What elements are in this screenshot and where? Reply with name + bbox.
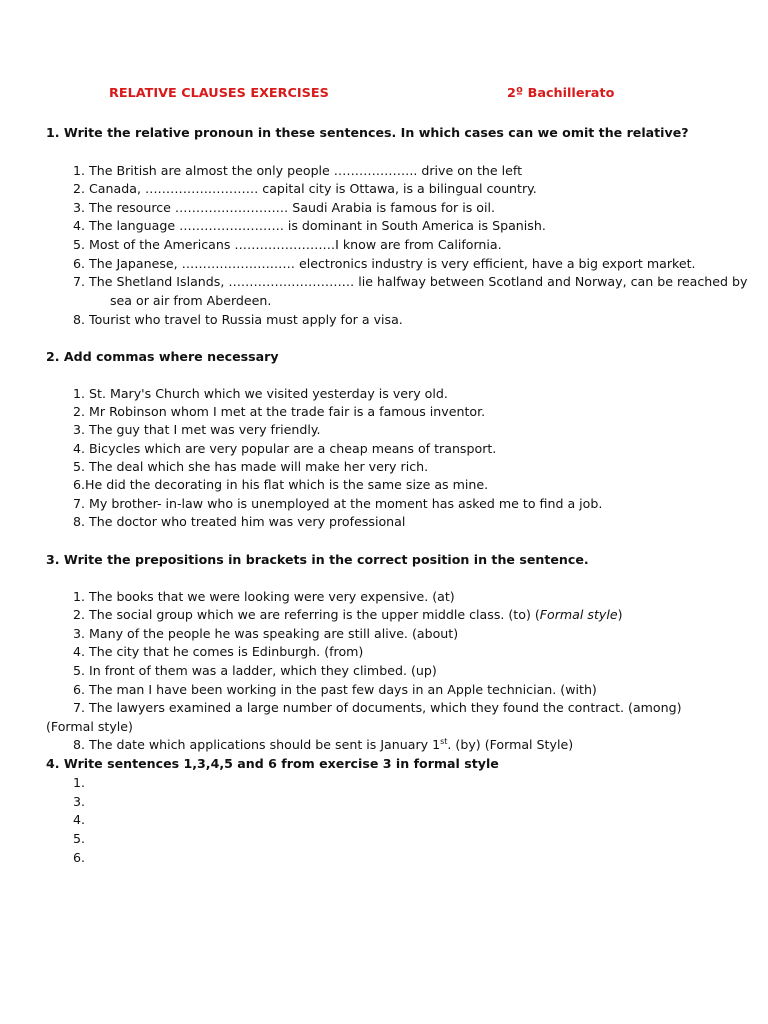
s3-item-2-close: ) <box>617 607 623 622</box>
s2-item-7: 7. My brother- in-law who is unemployed at the moment has asked me to find a job. <box>73 496 603 511</box>
s2-item-8: 8. The doctor who treated him was very professional <box>73 514 406 529</box>
s1-item-5: 5. Most of the Americans ……………………I know are from California. <box>73 237 502 252</box>
s3-item-4: 4. The city that he comes is Edinburgh. (from) <box>73 644 364 659</box>
section-1-title: 1. Write the relative pronoun in these sentences. In which cases can we omit the relative? <box>46 125 689 140</box>
s3-item-8-tail: . (by) (Formal Style) <box>447 737 574 752</box>
s1-item-2: 2. Canada, ……………………… capital city is Ottawa, is a bilingual country. <box>73 181 537 196</box>
grade-label: 2º Bachillerato <box>507 86 615 101</box>
s3-item-5: 5. In front of them was a ladder, which they climbed. (up) <box>73 663 437 678</box>
s3-item-2 <box>73 607 623 622</box>
s3-item-2-text: 2. The social group which we are referring is the upper middle class. (to) ( <box>73 607 540 622</box>
section-4-title: 4. Write sentences 1,3,4,5 and 6 from exercise 3 in formal style <box>46 756 499 771</box>
s3-item-6: 6. The man I have been working in the past few days in an Apple technician. (with) <box>73 682 597 697</box>
s2-item-2: 2. Mr Robinson whom I met at the trade fair is a famous inventor. <box>73 404 486 419</box>
s1-item-4: 4. The language ……………………. is dominant in South America is Spanish. <box>73 218 546 233</box>
s4-item-5: 5. <box>73 831 86 846</box>
s4-item-1: 1. <box>73 775 86 790</box>
s3-item-8-text: 8. The date which applications should be sent is January 1 <box>73 737 441 752</box>
header <box>0 86 768 106</box>
s2-item-1: 1. St. Mary's Church which we visited yesterday is very old. <box>73 386 448 401</box>
section-3-title: 3. Write the prepositions in brackets in the correct position in the sentence. <box>46 552 589 567</box>
s1-item-1: 1. The British are almost the only people ……………….. drive on the left <box>73 163 523 178</box>
section-2-title: 2. Add commas where necessary <box>46 349 279 364</box>
s3-item-2-style-note: Formal style <box>539 607 618 622</box>
s1-item-7: 7. The Shetland Islands, ………………………… lie halfway between Scotland and Norway, can be reached by <box>73 274 748 289</box>
s3-item-8 <box>73 737 573 752</box>
s2-item-5: 5. The deal which she has made will make her very rich. <box>73 459 429 474</box>
s3-item-8-superscript: st <box>440 736 448 746</box>
s3-item-3: 3. Many of the people he was speaking are still alive. (about) <box>73 626 459 641</box>
s2-item-6: 6.He did the decorating in his flat which is the same size as mine. <box>73 477 489 492</box>
s1-item-3: 3. The resource ……………………… Saudi Arabia is famous for is oil. <box>73 200 496 215</box>
s4-item-3: 3. <box>73 794 86 809</box>
document-title: RELATIVE CLAUSES EXERCISES <box>109 86 329 101</box>
s3-item-7: 7. The lawyers examined a large number of documents, which they found the contract. (among) <box>73 700 682 715</box>
s3-item-7-continuation: (Formal style) <box>46 719 133 734</box>
s2-item-3: 3. The guy that I met was very friendly. <box>73 422 321 437</box>
s3-item-1: 1. The books that we were looking were very expensive. (at) <box>73 589 455 604</box>
s2-item-4: 4. Bicycles which are very popular are a cheap means of transport. <box>73 441 497 456</box>
s1-item-7-continuation: sea or air from Aberdeen. <box>110 293 272 308</box>
s1-item-8: 8. Tourist who travel to Russia must apply for a visa. <box>73 312 403 327</box>
s4-item-4: 4. <box>73 812 86 827</box>
s1-item-6: 6. The Japanese, ……………………… electronics industry is very efficient, have a big export market. <box>73 256 696 271</box>
s4-item-6: 6. <box>73 850 86 865</box>
